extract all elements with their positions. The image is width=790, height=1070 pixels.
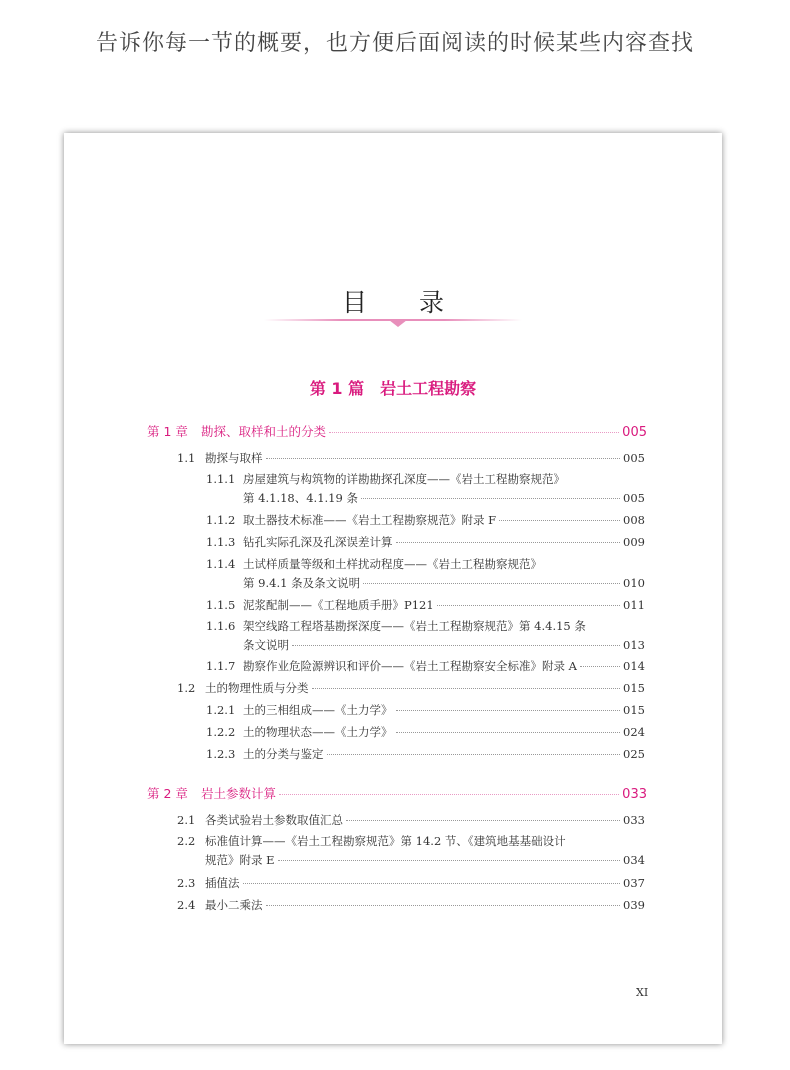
subsection-title-continued: 条文说明 (243, 638, 289, 652)
toc-subsection[interactable] (206, 658, 645, 674)
dot-leader (278, 860, 620, 861)
section-number: 2.4 (177, 898, 196, 912)
section-page: 015 (623, 681, 645, 695)
section-number: 2.1 (177, 813, 196, 827)
dot-leader (363, 583, 620, 584)
subsection-title: 勘察作业危险源辨识和评价——《岩土工程勘察安全标准》附录 A (243, 659, 577, 673)
dot-leader (361, 498, 620, 499)
section-title: 标准值计算——《岩土工程勘察规范》第 14.2 节、《建筑地基基础设计 (205, 834, 566, 848)
toc-section[interactable] (177, 680, 645, 696)
toc-subsection[interactable] (206, 556, 656, 572)
toc-section-continued[interactable] (205, 852, 645, 868)
dot-leader (580, 666, 620, 667)
subsection-number: 1.1.3 (206, 535, 236, 549)
dot-leader (396, 542, 621, 543)
title-arrow-icon (389, 320, 407, 327)
subsection-page: 014 (623, 659, 645, 673)
subsection-number: 1.2.3 (206, 747, 236, 761)
subsection-title: 土的三相组成——《土力学》 (243, 703, 393, 717)
subsection-number: 1.2.1 (206, 703, 236, 717)
section-title: 各类试验岩土参数取值汇总 (205, 813, 343, 827)
subsection-page: 011 (623, 598, 645, 612)
section-page: 039 (623, 898, 645, 912)
dot-leader (437, 605, 620, 606)
subsection-page: 013 (623, 638, 645, 652)
toc-chapter[interactable] (147, 784, 647, 802)
subsection-title: 取土器技术标准——《岩土工程勘察规范》附录 F (243, 513, 497, 527)
section-page: 037 (623, 876, 645, 890)
dot-leader (312, 688, 621, 689)
subsection-title: 泥浆配制——《工程地质手册》P121 (243, 598, 434, 612)
dot-leader (243, 883, 621, 884)
chapter-page: 005 (622, 425, 647, 440)
toc-section[interactable] (177, 875, 645, 891)
subsection-number: 1.1.5 (206, 598, 236, 612)
toc-subsection[interactable] (206, 618, 656, 634)
subsection-title-continued: 第 4.1.18、4.1.19 条 (243, 491, 358, 505)
toc-subsection[interactable] (206, 512, 645, 528)
subsection-title: 土的分类与鉴定 (243, 747, 324, 761)
section-title-continued: 规范》附录 E (205, 853, 275, 867)
toc-subsection[interactable] (206, 724, 645, 740)
section-number: 2.3 (177, 876, 196, 890)
subsection-page: 010 (623, 576, 645, 590)
toc-subsection[interactable] (206, 746, 645, 762)
chapter-title: 勘探、取样和土的分类 (201, 424, 327, 439)
subsection-page: 024 (623, 725, 645, 739)
toc-section[interactable] (177, 833, 656, 849)
section-title: 插值法 (205, 876, 240, 890)
dot-leader (329, 432, 619, 433)
subsection-page: 025 (623, 747, 645, 761)
dot-leader (396, 710, 621, 711)
section-title: 最小二乘法 (205, 898, 263, 912)
toc-title: 目 录 (342, 288, 466, 317)
chapter-title: 岩土参数计算 (201, 786, 277, 801)
section-number: 1.1 (177, 451, 196, 465)
dot-leader (292, 645, 620, 646)
dot-leader (279, 794, 619, 795)
dot-leader (346, 820, 620, 821)
subsection-number: 1.1.2 (206, 513, 236, 527)
dot-leader (396, 732, 621, 733)
book-page (64, 133, 722, 1044)
subsection-title: 钻孔实际孔深及孔深误差计算 (243, 535, 393, 549)
toc-subsection[interactable] (206, 702, 645, 718)
subsection-title-continued: 第 9.4.1 条及条文说明 (243, 576, 361, 590)
toc-section[interactable] (177, 897, 645, 913)
subsection-page: 009 (623, 535, 645, 549)
chapter-page: 033 (622, 787, 647, 802)
toc-subsection[interactable] (206, 471, 656, 487)
dot-leader (327, 754, 621, 755)
subsection-number: 1.1.1 (206, 472, 236, 486)
subsection-title: 土的物理状态——《土力学》 (243, 725, 393, 739)
subsection-title: 房屋建筑与构筑物的详勘勘探孔深度——《岩土工程勘察规范》 (243, 472, 565, 486)
subsection-title: 土试样质量等级和土样扰动程度——《岩土工程勘察规范》 (243, 557, 542, 571)
section-page: 005 (623, 451, 645, 465)
subsection-number: 1.1.4 (206, 557, 236, 571)
chapter-number: 第 2 章 (147, 786, 188, 801)
chapter-number: 第 1 章 (147, 424, 188, 439)
section-title: 勘探与取样 (205, 451, 263, 465)
subsection-number: 1.1.6 (206, 619, 236, 633)
subsection-page: 005 (623, 491, 645, 505)
part-title: 第 1 篇 岩土工程勘察 (309, 379, 477, 398)
section-page: 033 (623, 813, 645, 827)
subsection-page: 015 (623, 703, 645, 717)
subsection-title: 架空线路工程塔基勘探深度——《岩土工程勘察规范》第 4.4.15 条 (243, 619, 586, 633)
page-number: XI (636, 986, 649, 999)
toc-subsection-continued[interactable] (243, 575, 645, 591)
page-caption: 告诉你每一节的概要，也方便后面阅读的时候某些内容查找 (95, 31, 694, 56)
subsection-number: 1.2.2 (206, 725, 236, 739)
dot-leader (266, 458, 621, 459)
section-number: 2.2 (177, 834, 196, 848)
section-page: 034 (623, 853, 645, 867)
toc-subsection[interactable] (206, 597, 645, 613)
dot-leader (266, 905, 621, 906)
toc-subsection-continued[interactable] (243, 490, 645, 506)
section-number: 1.2 (177, 681, 196, 695)
toc-section[interactable] (177, 450, 645, 466)
subsection-page: 008 (623, 513, 645, 527)
section-title: 土的物理性质与分类 (205, 681, 309, 695)
subsection-number: 1.1.7 (206, 659, 236, 673)
dot-leader (499, 520, 620, 521)
toc-chapter[interactable] (147, 422, 647, 440)
toc-subsection[interactable] (206, 534, 645, 550)
toc-subsection-continued[interactable] (243, 637, 645, 653)
toc-section[interactable] (177, 812, 645, 828)
